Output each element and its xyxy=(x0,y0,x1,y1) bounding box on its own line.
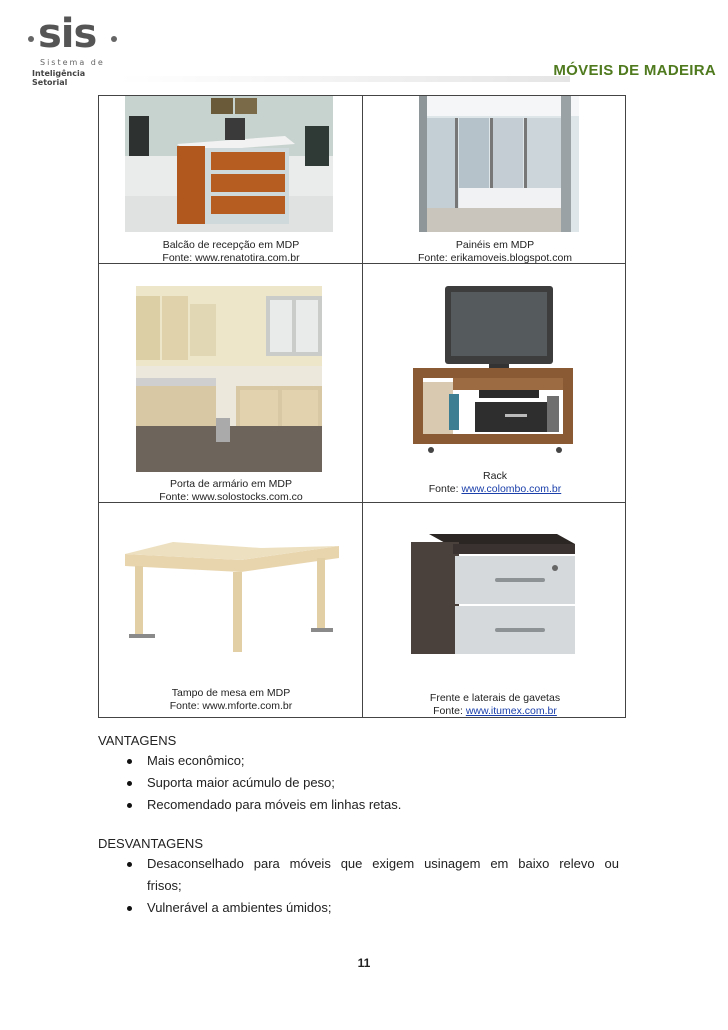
caption-title: Rack xyxy=(483,470,507,482)
bullet-icon xyxy=(127,906,132,911)
source-text: erikamoveis.blogspot.com xyxy=(450,252,573,264)
office-panels-image xyxy=(419,96,579,232)
source-link[interactable]: www.itumex.com.br xyxy=(465,705,557,717)
logo-subtitle-2: Inteligência Setorial xyxy=(32,69,86,87)
source-prefix: Fonte: xyxy=(162,252,196,264)
caption-source xyxy=(363,483,627,496)
source-link[interactable]: www.colombo.com.br xyxy=(461,483,562,495)
page-title: MÓVEIS DE MADEIRA xyxy=(553,62,716,79)
corner-desk-image xyxy=(121,542,343,654)
caption-source xyxy=(363,705,627,718)
source-prefix: Fonte: xyxy=(417,252,451,264)
furniture-image-table xyxy=(98,95,626,718)
advantage-item: Suporta maior acúmulo de peso; xyxy=(147,775,335,790)
header-divider xyxy=(120,76,570,82)
reception-counter-image xyxy=(125,96,333,232)
caption-source xyxy=(99,252,363,265)
advantage-item: Mais econômico; xyxy=(147,753,245,768)
source-text: www.renatotira.com.br xyxy=(195,252,300,264)
source-prefix: Fonte: xyxy=(159,491,192,503)
logo-subtitle-1: Sistema de xyxy=(40,58,105,67)
tv-rack-image xyxy=(409,284,577,460)
sis-logo xyxy=(28,11,118,87)
bullet-icon xyxy=(127,803,132,808)
logo-dot-right xyxy=(111,36,117,42)
bullet-icon xyxy=(127,759,132,764)
bullet-icon xyxy=(127,862,132,867)
source-prefix: Fonte: xyxy=(169,700,203,712)
caption-tv-rack xyxy=(363,470,627,496)
caption-title: Tampo de mesa em MDP xyxy=(171,687,291,699)
caption-source xyxy=(363,252,627,265)
logo-dot-left xyxy=(28,36,34,42)
source-text: www.mforte.com.br xyxy=(202,700,293,712)
caption-reception-counter xyxy=(99,239,363,265)
advantages-heading: VANTAGENS xyxy=(98,733,177,748)
caption-office-panels xyxy=(363,239,627,265)
disadvantage-item-continuation: frisos; xyxy=(147,878,182,893)
caption-title: Balcão de recepção em MDP xyxy=(162,239,300,251)
disadvantage-item: Vulnerável a ambientes úmidos; xyxy=(147,900,332,915)
kitchen-cabinets-image xyxy=(136,286,322,472)
caption-source xyxy=(99,491,363,504)
table-divider-vertical xyxy=(362,96,363,717)
caption-kitchen-cabinets xyxy=(99,478,363,504)
source-prefix: Fonte: xyxy=(433,705,466,717)
caption-title: Frente e laterais de gavetas xyxy=(429,692,561,704)
drawer-unit-image xyxy=(407,528,579,660)
disadvantage-item: Desaconselhado para móveis que exigem usinagem em baixo relevo ou xyxy=(147,856,619,871)
caption-title: Porta de armário em MDP xyxy=(170,478,292,490)
source-prefix: Fonte: xyxy=(428,483,462,495)
caption-corner-desk xyxy=(99,687,363,713)
bullet-icon xyxy=(127,781,132,786)
advantage-item: Recomendado para móveis em linhas retas. xyxy=(147,797,402,812)
caption-title: Painéis em MDP xyxy=(455,239,535,251)
caption-source xyxy=(99,700,363,713)
source-text: www.solostocks.com.co xyxy=(191,491,303,503)
disadvantages-heading: DESVANTAGENS xyxy=(98,836,203,851)
page-number: 11 xyxy=(357,956,371,970)
caption-drawer-unit xyxy=(363,692,627,718)
logo-text: sis xyxy=(38,11,97,57)
